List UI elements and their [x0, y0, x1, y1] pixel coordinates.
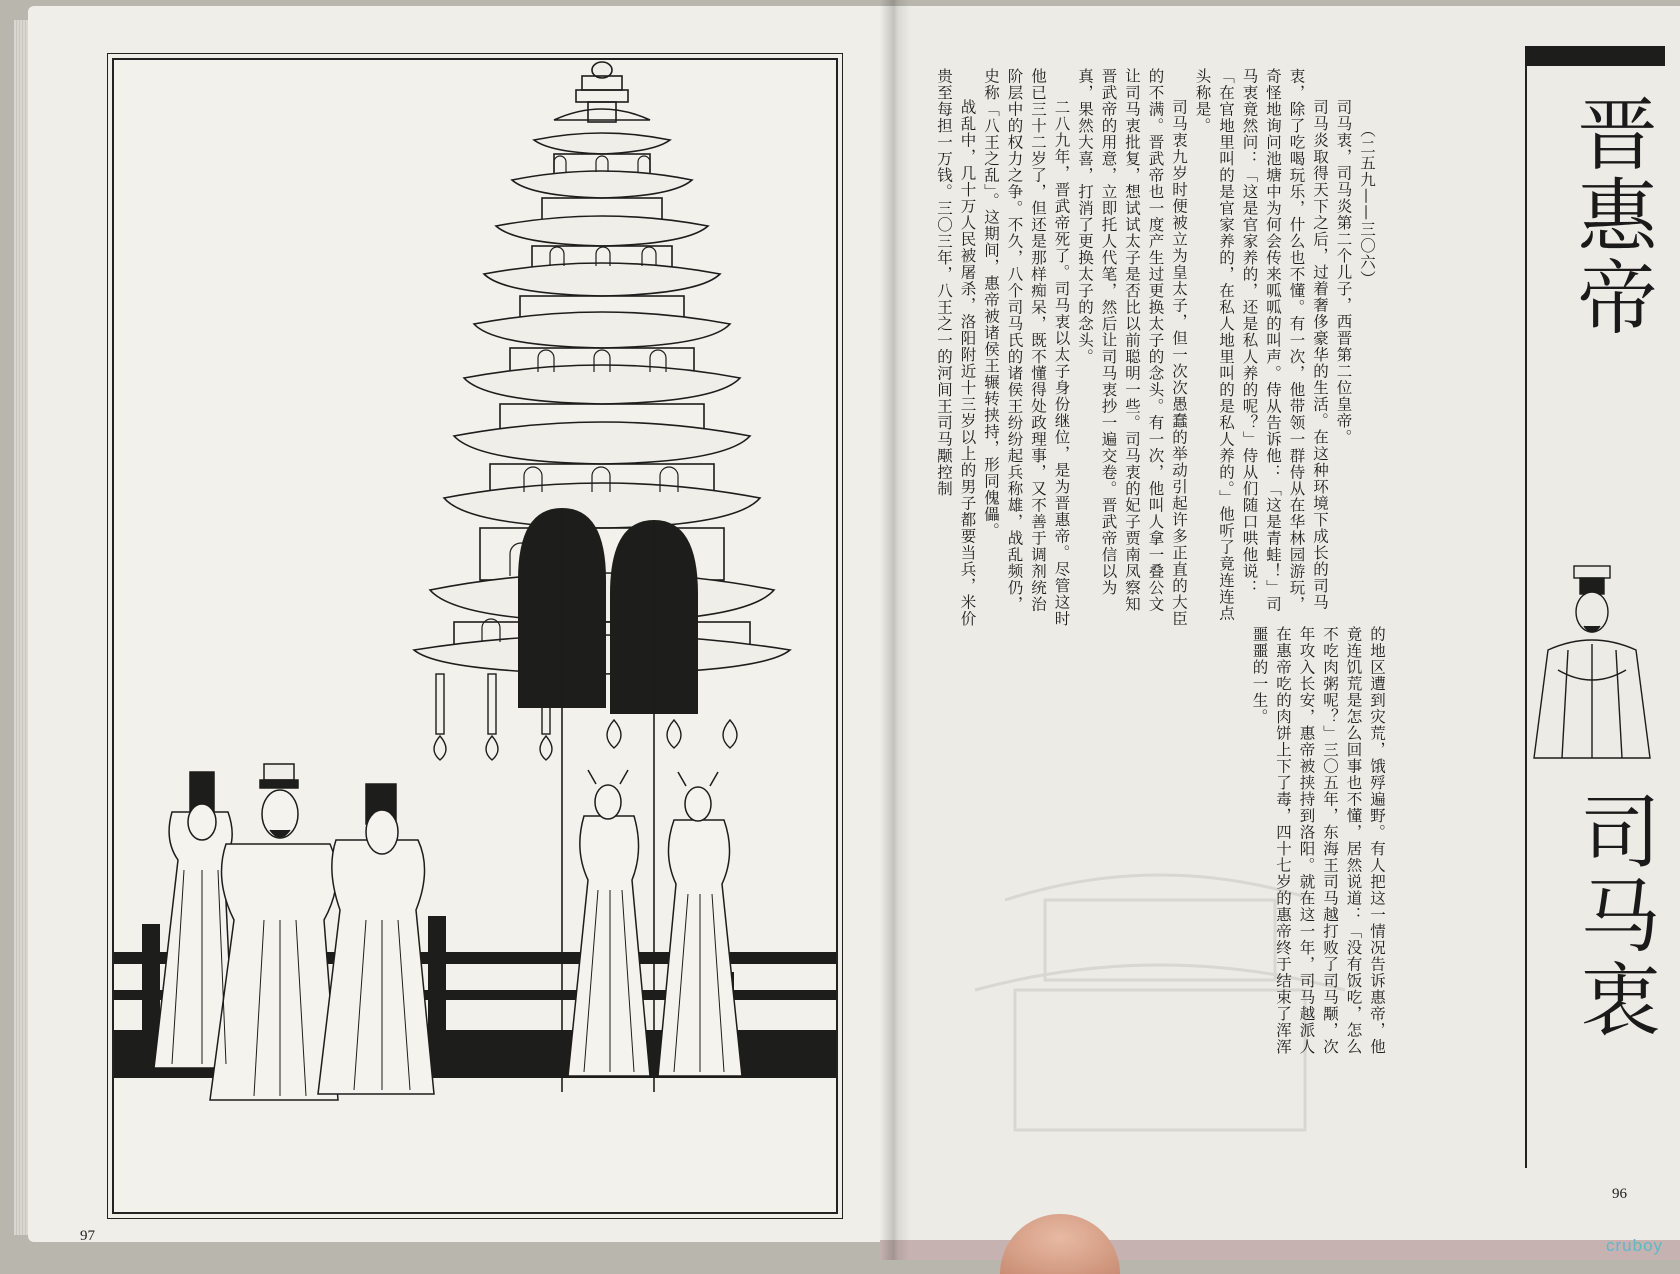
article-continuation-text: 的地区遭到灾荒，饿殍遍野。有人把这一情况告诉惠帝，他竟连饥荒是怎么回事也不懂，居然说道：「没有饭吃，怎么不吃肉粥呢？」三〇五年，东海王司马越打败了司马颙，次年攻入长安，惠帝被挟持到洛阳。就在这一年，司马越派人在惠帝吃的肉饼上下了毒，四十七岁的惠帝终于结束了浑浑噩噩的一生。 — [1250, 626, 1386, 1055]
book-gutter — [880, 0, 910, 1260]
article-paragraph: 司马衷九岁时便被立为皇太子，但一次次愚蠢的举动引起许多正直的大臣的不满。晋武帝也一度产生过更换太子的念头。有一次，他叫人拿一叠公文让司马衷批复，想试试太子是否比以前聪明一些。司马衷的妃子贾南凤察知晋武帝的用意，立即托人代笔，然后让司马衷抄一遍交卷。晋武帝信以为真，果然大喜，打消了更换太子的念头。 — [1076, 68, 1188, 627]
background-strip — [880, 1240, 1680, 1260]
illustration-frame — [112, 58, 838, 1214]
pagoda-illustration — [114, 60, 836, 1212]
article-paragraph: 二八九年，晋武帝死了。司马衷以太子身份继位，是为晋惠帝。尽管这时他已三十二岁了，但还是那样痴呆，既不懂得处政理事，又不善于调剂统治阶层中的权力之争。不久，八个司马氏的诸侯王纷纷起兵称雄，战乱频仍，史称「八王之乱」。这期间，惠帝被诸侯王辗转挟持，形同傀儡。 — [982, 68, 1071, 627]
watermark: cruboy — [1606, 1236, 1664, 1255]
article-body — [918, 68, 1378, 628]
article-paragraph: 司马炎取得天下之后，过着奢侈豪华的生活。在这种环境下成长的司马衷，除了吃喝玩乐，什么也不懂。有一次，他带领一群侍从在华林园游玩，奇怪地询问池塘中为何会传来呱呱的叫声。侍从告诉他：「这是青蛙！」司马衷竟然问：「这是官家养的，还是私人养的呢？」侍从们随口哄他说：「在官地里叫的是官家养的，在私人地里叫的是私人养的。」他听了竟连连点头称是。 — [1193, 68, 1329, 622]
article-paragraph: 战乱中，几十万人民被屠杀，洛阳附近十三岁以上的男子都要当兵，米价贵至每担一万钱。三〇三年，八王之一的河间王司马颙控制 — [935, 68, 977, 627]
title-emperor: 晋惠帝 — [1564, 92, 1657, 338]
title-personal-name: 司马衷 — [1567, 790, 1660, 1042]
article-paragraph: 司马衷，司马炎第二个儿子，西晋第二位皇帝。 — [1334, 99, 1353, 446]
right-page-number: 96 — [1612, 1186, 1627, 1202]
emperor-portrait — [1528, 560, 1658, 760]
left-page-number: 97 — [80, 1228, 95, 1244]
article-continuation — [1250, 626, 1388, 1056]
article-dates: （二五九——三〇六） — [1358, 122, 1376, 288]
title-band-bar — [1525, 46, 1665, 66]
